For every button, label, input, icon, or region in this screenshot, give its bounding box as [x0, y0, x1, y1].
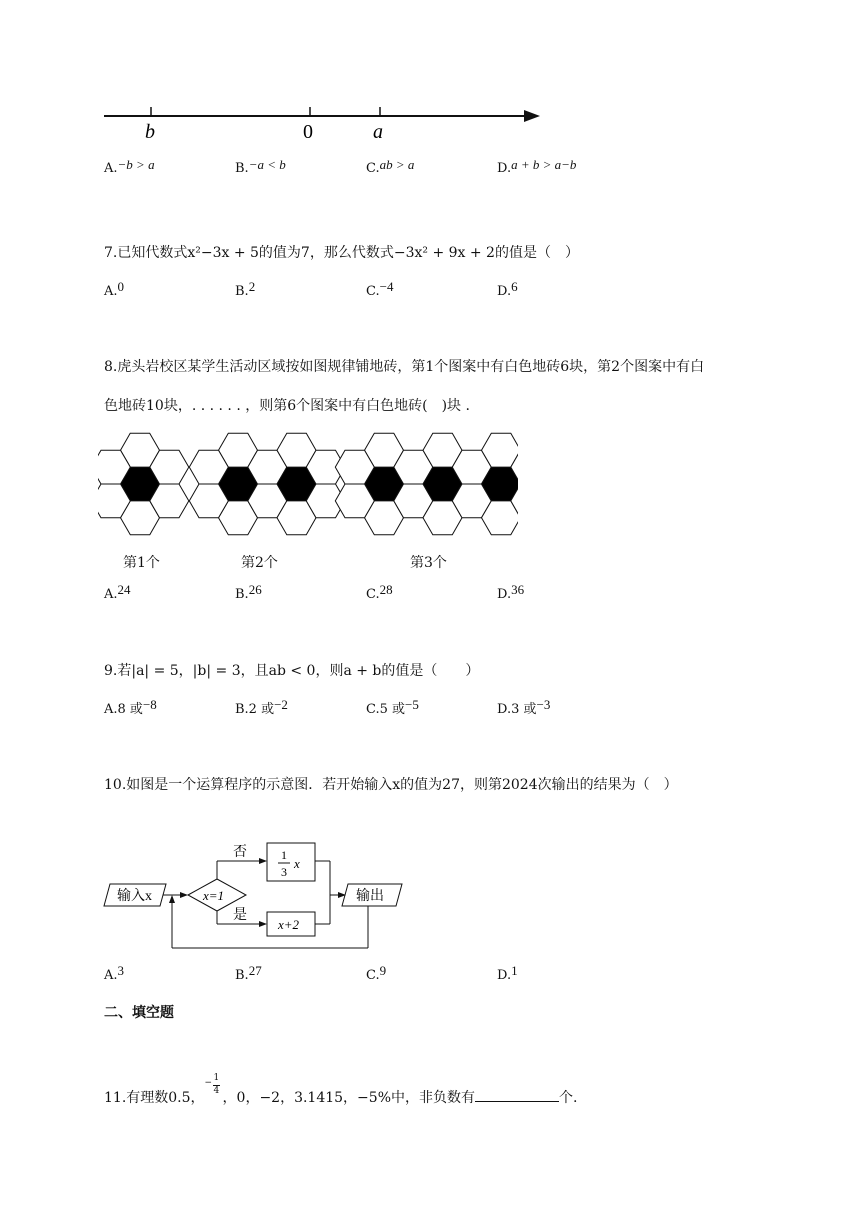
caption-3: 第3个: [410, 555, 447, 571]
q10-option-c[interactable]: C.9: [366, 963, 387, 983]
q8-option-c[interactable]: C.28: [366, 582, 393, 602]
q7-option-c[interactable]: C.−4: [366, 279, 394, 299]
q9-text: 9.若|a| = 5，|b| = 3，且ab < 0，则a + b的值是（ ）: [104, 663, 480, 679]
condition-label: x=1: [203, 888, 225, 903]
q11-rest: ，0，−2，3.1415，−5%中，非负数有: [222, 1090, 476, 1106]
frac-num: 1: [281, 848, 287, 862]
q11-prefix: 11.有理数0.5，: [104, 1090, 205, 1106]
q11-fraction: − 1 4: [204, 1073, 220, 1096]
yes-label: 是: [233, 908, 247, 923]
label-b: b: [145, 121, 155, 143]
q10-text: 10.如图是一个运算程序的示意图．若开始输入x的值为27，则第2024次输出的结果为（ ）: [104, 777, 678, 793]
number-line: [100, 100, 550, 145]
answer-blank[interactable]: [475, 1089, 559, 1102]
q10-option-b[interactable]: B.27: [235, 963, 262, 983]
fraction-box: [267, 843, 315, 881]
q9-option-c[interactable]: C.5 或−5: [366, 697, 419, 717]
q8-option-b[interactable]: B.26: [235, 582, 262, 602]
label-zero: 0: [303, 121, 313, 143]
q8-text-line1: 8.虎头岩校区某学生活动区域按如图规律铺地砖，第1个图案中有白色地砖6块，第2个图案中有白: [104, 359, 705, 375]
q8-option-a[interactable]: A.24: [104, 582, 131, 602]
q7-option-a[interactable]: A.0: [104, 279, 125, 299]
q9-option-d[interactable]: D.3 或−3: [497, 697, 551, 717]
q10-option-d[interactable]: D.1: [497, 963, 518, 983]
q7-text: 7.已知代数式x²−3x + 5的值为7，那么代数式−3x² + 9x + 2的值是（ ）: [104, 245, 579, 261]
hexagon-tiles: [98, 433, 518, 534]
q9-option-a[interactable]: A.8 或−8: [104, 697, 157, 717]
q6-option-c[interactable]: C.ab > a: [366, 157, 415, 176]
q7-option-d[interactable]: D.6: [497, 279, 518, 299]
caption-2: 第2个: [241, 555, 278, 571]
flowchart: [100, 838, 410, 954]
label-a: a: [373, 121, 383, 143]
section-heading: 二、填空题: [104, 1005, 174, 1021]
q8-option-d[interactable]: D.36: [497, 582, 525, 602]
q6-option-b[interactable]: B.−a < b: [235, 157, 286, 176]
q10-option-a[interactable]: A.3: [104, 963, 125, 983]
q8-text-line2: 色地砖10块，. . . . . . ，则第6个图案中有白色地砖( )块 .: [104, 398, 470, 414]
q6-option-a[interactable]: A.−b > a: [104, 157, 155, 176]
output-label: 输出: [356, 889, 384, 904]
add-label: x+2: [278, 917, 300, 932]
q7-option-b[interactable]: B.2: [235, 279, 256, 299]
hexagon-patterns: [98, 428, 518, 540]
q11-suffix: 个.: [559, 1090, 578, 1106]
q6-option-d[interactable]: D.a + b > a−b: [497, 157, 577, 176]
no-label: 否: [233, 845, 247, 860]
q9-option-b[interactable]: B.2 或−2: [235, 697, 288, 717]
input-label: 输入x: [117, 889, 152, 904]
frac-var: x: [294, 856, 300, 871]
caption-1: 第1个: [123, 555, 160, 571]
q11-text: [104, 1073, 578, 1107]
frac-den: 3: [281, 865, 287, 879]
